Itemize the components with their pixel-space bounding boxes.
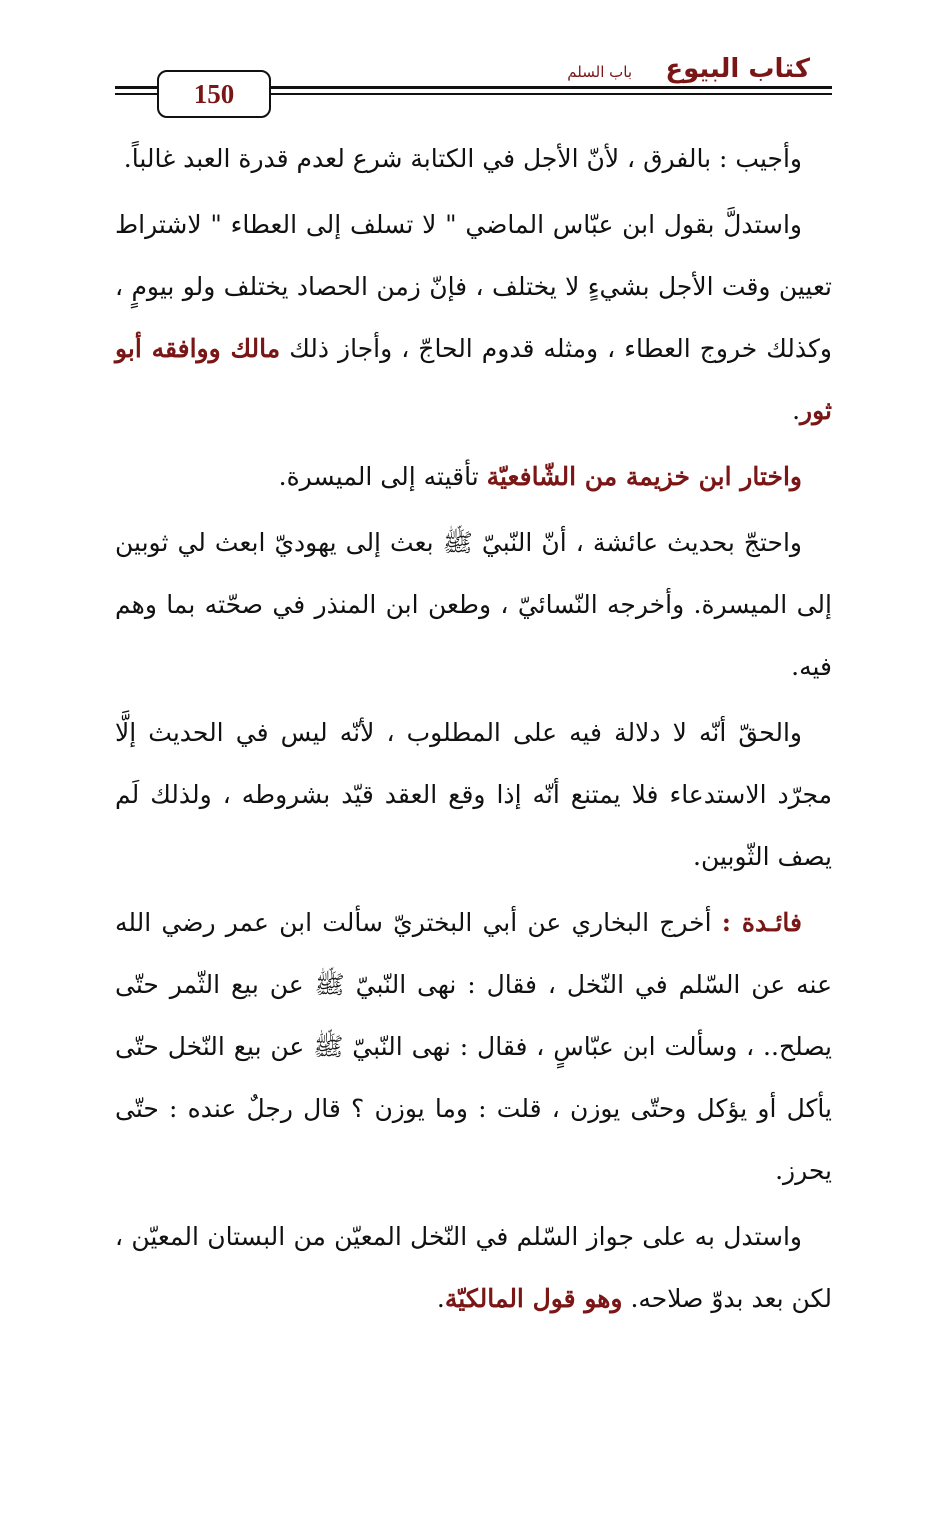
- paragraph-end: .: [436, 1284, 445, 1313]
- paragraph: [115, 128, 832, 190]
- paragraph-end: .: [792, 396, 801, 425]
- highlighted-name: مالك ووافقه أبو ثور: [115, 334, 832, 425]
- paragraph: [115, 194, 832, 442]
- paragraph: [115, 446, 832, 508]
- highlighted-name: واختار ابن خزيمة من الشّافعيّة: [486, 462, 802, 491]
- page-header: [115, 48, 832, 118]
- paragraph-text: وأجيب : بالفرق ، لأنّ الأجل في الكتابة شرع لعدم قدرة العبد غالباً.: [123, 144, 802, 173]
- chapter-title: باب السلم: [567, 63, 632, 81]
- note-label: فائـدة :: [721, 908, 802, 937]
- paragraph-text: أخرج البخاري عن أبي البختريّ سألت ابن عمر رضي الله عنه عن السّلم في النّخل ، فقال : نهى النّبيّ ﷺ عن بيع الثّمر حتّى يصلح.. ، وسألت ابن عبّاسٍ ، فقال : نهى النّبيّ ﷺ عن بيع النّخل حتّى يأكل أو يؤكل وحتّى يوزن ، قلت : وما يوزن ؟ قال رجلٌ عنده : حتّى يحرز.: [115, 908, 832, 1185]
- paragraph: [115, 512, 832, 698]
- paragraph-text: واحتجّ بحديث عائشة ، أنّ النّبيّ ﷺ بعث إلى يهوديّ ابعث لي ثوبين إلى الميسرة. وأخرجه النّسائيّ ، وطعن ابن المنذر في صحّته بما وهم فيه.: [115, 528, 832, 681]
- paragraph: [115, 702, 832, 888]
- paragraph-text: واستدل به على جواز السّلم في النّخل المعيّن من البستان المعيّن ، لكن بعد بدوّ صلاحه.: [115, 1222, 832, 1313]
- page-number: 150: [157, 70, 271, 118]
- paragraph-text: واستدلَّ بقول ابن عبّاس الماضي " لا تسلف إلى العطاء " لاشتراط تعيين وقت الأجل بشيءٍ لا يختلف ، فإنّ زمن الحصاد يختلف ولو بيومٍ ، وكذلك خروج العطاء ، ومثله قدوم الحاجّ ، وأجاز ذلك: [115, 210, 833, 363]
- highlighted-name: وهو قول المالكيّة: [444, 1284, 623, 1313]
- main-text: [115, 128, 832, 1334]
- paragraph: [115, 1206, 832, 1330]
- book-title: كتاب البيوع: [665, 54, 810, 84]
- paragraph-text: والحقّ أنّه لا دلالة فيه على المطلوب ، لأنّه ليس في الحديث إلَّا مجرّد الاستدعاء فلا يمتنع أنّه إذا وقع العقد قيّد بشروطه ، ولذلك لَم يصف الثّوبين.: [115, 718, 832, 871]
- paragraph: [115, 892, 832, 1202]
- paragraph-text: تأقيته إلى الميسرة.: [278, 462, 487, 491]
